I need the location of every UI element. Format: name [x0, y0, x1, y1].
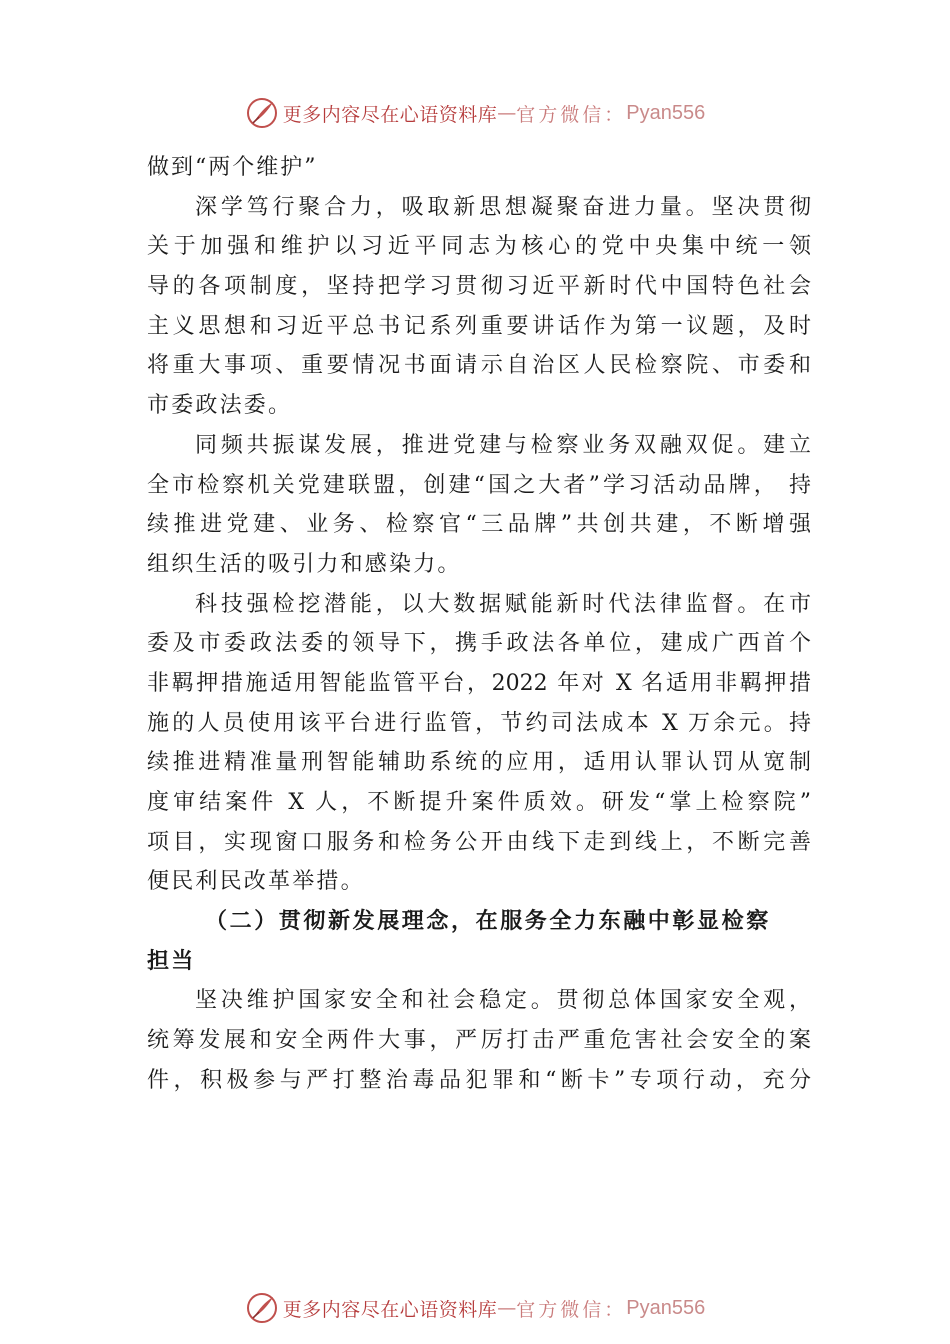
- text-line: 科技强检挖潜能，以大数据赋能新时代法律监督。在市: [195, 591, 811, 617]
- section-heading: （二）贯彻新发展理念，在服务全力东融中彰显检察: [205, 908, 771, 935]
- text-line: 做到“两个维护”: [147, 155, 318, 180]
- text-line: 度审结案件 X 人，不断提升案件质效。研发“掌上检察院”: [147, 790, 811, 815]
- text-line: 主义思想和习近平总书记系列重要讲话作为第一议题，及时: [147, 313, 811, 339]
- wechat-id: Pyan556: [626, 1296, 706, 1319]
- text-line: 组织生活的吸引力和感染力。: [147, 551, 462, 577]
- site-slogan: 更多内容尽在心语资料库: [282, 103, 498, 126]
- banner-separator: —: [497, 1297, 517, 1319]
- text-line: 市委政法委。: [147, 393, 293, 419]
- text-line: 坚决维护国家安全和社会稳定。贯彻总体国家安全观，: [195, 988, 811, 1014]
- text-line: 关于加强和维护以习近平同志为核心的党中央集中统一领: [147, 234, 811, 260]
- document-body: [147, 148, 811, 1101]
- text-line: 委及市委政法委的领导下，携手政法各单位，建成广西首个: [147, 631, 811, 657]
- text-line: 续推进精准量刑智能辅助系统的应用，适用认罪认罚从宽制: [147, 750, 811, 776]
- text-line: 项目，实现窗口服务和检务公开由线下走到线上，不断完善: [147, 829, 811, 855]
- quill-pen-icon: [245, 1291, 279, 1325]
- text-line: 统筹发展和安全两件大事，严厉打击严重危害社会安全的案: [147, 1028, 811, 1054]
- text-line: 便民利民改革举措。: [147, 869, 365, 895]
- site-slogan: 更多内容尽在心语资料库: [282, 1298, 498, 1321]
- header-banner: [0, 93, 950, 133]
- official-wechat-label: 官方微信：: [516, 103, 627, 126]
- text-line: 施的人员使用该平台进行监管，节约司法成本 X 万余元。持: [147, 710, 811, 736]
- text-line: 续推进党建、业务、检察官“三品牌”共创共建，不断增强: [147, 512, 811, 538]
- text-line: 将重大事项、重要情况书面请示自治区人民检察院、市委和: [147, 353, 811, 379]
- quill-pen-icon: [245, 96, 279, 130]
- text-line: 全市检察机关党建联盟，创建“国之大者”学习活动品牌， 持: [147, 472, 811, 498]
- text-line: 非羁押措施适用智能监管平台，2022 年对 X 名适用非羁押措: [147, 670, 811, 696]
- wechat-id: Pyan556: [626, 101, 706, 124]
- text-line: 同频共振谋发展，推进党建与检察业务双融双促。建立: [195, 432, 811, 458]
- text-line: 件，积极参与严打整治毒品犯罪和“断卡”专项行动，充分: [147, 1067, 811, 1093]
- official-wechat-label: 官方微信：: [516, 1298, 627, 1321]
- section-heading: 担当: [147, 947, 196, 974]
- text-line: 导的各项制度，坚持把学习贯彻习近平新时代中国特色社会: [147, 274, 811, 300]
- banner-separator: —: [497, 102, 517, 124]
- footer-banner: [0, 1288, 950, 1328]
- text-line: 深学笃行聚合力，吸取新思想凝聚奋进力量。坚决贯彻: [195, 194, 811, 220]
